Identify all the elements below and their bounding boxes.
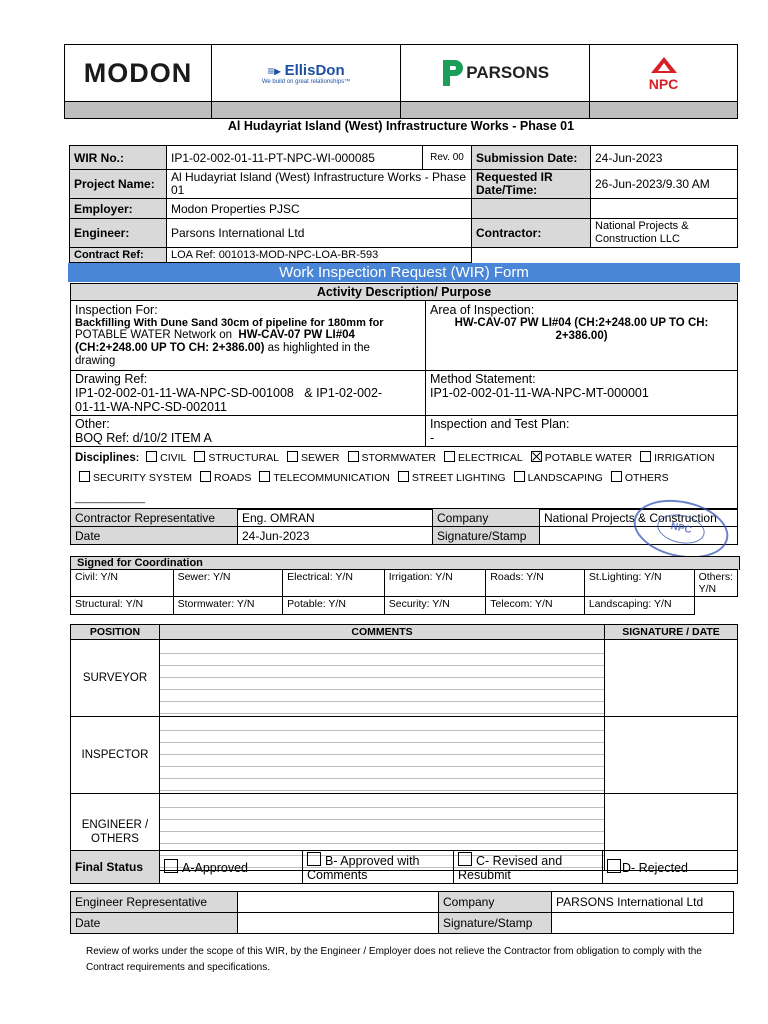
coord-row1-4: Roads: Y/N bbox=[486, 570, 585, 597]
discipline-r2-item-3[interactable] bbox=[398, 472, 506, 484]
footer-note: Review of works under the scope of this WIR, by the Engineer / Employer does not relieve the Contractor from obligation to comply with the Contract requirements and specifications. bbox=[86, 946, 702, 973]
ellisdon-name: EllisDon bbox=[284, 61, 345, 79]
modon-logo: MODON bbox=[83, 57, 193, 88]
method-cell bbox=[426, 371, 738, 416]
status-d-label: D- Rejected bbox=[622, 861, 688, 875]
discipline-r2-checkbox-4[interactable] bbox=[514, 471, 525, 482]
rev-value: Rev. 00 bbox=[423, 146, 472, 170]
inspection-for-line-3 bbox=[75, 342, 421, 355]
status-b-checkbox[interactable] bbox=[307, 852, 321, 866]
employer-blank-label bbox=[472, 199, 591, 219]
final-status-table bbox=[70, 850, 738, 884]
inspector-comments[interactable] bbox=[160, 717, 605, 794]
inspection-for-line-3b: as highlighted in the bbox=[267, 342, 370, 354]
inspector-signature[interactable] bbox=[605, 717, 738, 794]
status-b-label: B- Approved with Comments bbox=[307, 854, 420, 882]
drawing-value-1 bbox=[75, 386, 421, 400]
engineer-label: Engineer: bbox=[70, 219, 167, 248]
discipline-r1-item-2[interactable] bbox=[287, 452, 340, 464]
ellisdon-tagline: We build on great relationships™ bbox=[261, 78, 351, 85]
inspection-for-line-1: Backfilling With Dune Sand 30cm of pipeline for 180mm for bbox=[75, 317, 384, 329]
discipline-r1-checkbox-2[interactable] bbox=[287, 451, 298, 462]
employer-blank-value bbox=[591, 199, 738, 219]
itp-value: - bbox=[430, 431, 435, 445]
discipline-r2-item-4[interactable] bbox=[514, 472, 603, 484]
discipline-r1-label-0: CIVIL bbox=[160, 452, 187, 464]
disciplines-cell bbox=[71, 447, 738, 510]
discipline-r2-label-0: SECURITY SYSTEM bbox=[93, 472, 192, 484]
contractor-label: Contractor: bbox=[472, 219, 591, 248]
status-c-label: C- Revised and Resubmit bbox=[458, 854, 563, 882]
discipline-r1-checkbox-1[interactable] bbox=[194, 451, 205, 462]
ellisdon-logo bbox=[216, 62, 396, 79]
method-label: Method Statement: bbox=[430, 372, 536, 386]
contract-ref-label: Contract Ref: bbox=[70, 248, 167, 263]
other-label: Other: bbox=[75, 417, 110, 431]
ellisdon-logo-cell bbox=[212, 45, 401, 102]
project-value: Al Hudayriat Island (West) Infrastructure Works - Phase 01 bbox=[167, 170, 472, 199]
npc-name: NPC bbox=[648, 75, 679, 92]
status-a-checkbox[interactable] bbox=[164, 859, 178, 873]
discipline-r1-label-5: POTABLE WATER bbox=[544, 452, 633, 464]
disciplines-row-2 bbox=[75, 468, 733, 508]
contractor-company-value: National Projects & Construction bbox=[540, 509, 738, 527]
discipline-r1-item-6[interactable] bbox=[640, 452, 714, 464]
discipline-r1-checkbox-5[interactable] bbox=[531, 451, 542, 462]
logo-spacer-3 bbox=[401, 102, 590, 119]
parsons-mark-icon bbox=[441, 58, 463, 88]
inspection-for-line-4: drawing bbox=[75, 355, 116, 367]
inspector-row bbox=[71, 717, 738, 794]
discipline-r1-label-4: ELECTRICAL bbox=[458, 452, 523, 464]
area-label: Area of Inspection: bbox=[430, 303, 535, 317]
form-title: Work Inspection Request (WIR) Form bbox=[279, 264, 529, 281]
drawing-value-2: 01-11-WA-NPC-SD-002011 bbox=[75, 400, 227, 414]
itp-cell bbox=[426, 416, 738, 447]
contractor-rep-value: Eng. OMRAN bbox=[238, 509, 433, 527]
discipline-r2-item-1[interactable] bbox=[200, 472, 251, 484]
status-d[interactable] bbox=[603, 851, 738, 884]
logo-spacer-1 bbox=[65, 102, 212, 119]
form-title-bar bbox=[68, 263, 740, 282]
employer-label: Employer: bbox=[70, 199, 167, 219]
engineer-sig-label: Signature/Stamp bbox=[439, 913, 552, 934]
inspection-for-line-2 bbox=[75, 329, 421, 342]
discipline-r1-checkbox-3[interactable] bbox=[348, 451, 359, 462]
coord-row2-3: Security: Y/N bbox=[384, 597, 486, 615]
parsons-logo-cell bbox=[401, 45, 590, 102]
comments-header: COMMENTS bbox=[160, 625, 605, 640]
status-b[interactable] bbox=[303, 851, 454, 884]
contractor-rep-label: Contractor Representative bbox=[71, 509, 238, 527]
drawing-value-1a: IP1-02-002-01-11-WA-NPC-SD-001008 bbox=[75, 386, 294, 400]
contract-ref-value: LOA Ref: 001013-MOD-NPC-LOA-BR-593 bbox=[167, 248, 472, 263]
coord-row2-5: Landscaping: Y/N bbox=[584, 597, 694, 615]
engineer-rep-table bbox=[70, 891, 734, 934]
surveyor-row bbox=[71, 640, 738, 717]
engineer-others-label: ENGINEER / OTHERS bbox=[71, 794, 160, 871]
area-value-2: 2+386.00) bbox=[555, 330, 608, 342]
contractor-date-label: Date bbox=[71, 527, 238, 545]
discipline-r1-checkbox-6[interactable] bbox=[640, 451, 651, 462]
engineer-rep-label: Engineer Representative bbox=[71, 892, 238, 913]
discipline-r1-label-3: STORMWATER bbox=[361, 452, 436, 464]
coord-row2-0: Structural: Y/N bbox=[71, 597, 174, 615]
coord-row2-2: Potable: Y/N bbox=[283, 597, 385, 615]
inspection-for-label: Inspection For: bbox=[75, 303, 158, 317]
activity-header: Activity Description/ Purpose bbox=[71, 284, 738, 301]
modon-logo-cell bbox=[65, 45, 212, 102]
logo-spacer-2 bbox=[212, 102, 401, 119]
discipline-r2-checkbox-3[interactable] bbox=[398, 471, 409, 482]
inspection-for-cell bbox=[71, 301, 426, 371]
discipline-r1-checkbox-4[interactable] bbox=[444, 451, 455, 462]
requested-label: Requested IR Date/Time: bbox=[472, 170, 591, 199]
engineer-value: Parsons International Ltd bbox=[167, 219, 472, 248]
surveyor-signature[interactable] bbox=[605, 640, 738, 717]
parsons-name: PARSONS bbox=[466, 63, 550, 82]
area-cell bbox=[426, 301, 738, 371]
coord-row1-0: Civil: Y/N bbox=[71, 570, 174, 597]
coord-row1-3: Irrigation: Y/N bbox=[384, 570, 486, 597]
status-a[interactable] bbox=[160, 851, 303, 884]
engineer-date-value[interactable] bbox=[238, 913, 439, 934]
signature-header: SIGNATURE / DATE bbox=[605, 625, 738, 640]
submission-label: Submission Date: bbox=[472, 146, 591, 170]
status-d-checkbox[interactable] bbox=[607, 859, 621, 873]
discipline-r1-checkbox-0[interactable] bbox=[146, 451, 157, 462]
final-status-label: Final Status bbox=[71, 851, 160, 884]
discipline-r2-checkbox-2[interactable] bbox=[259, 471, 270, 482]
inspection-for-line-2b: HW-CAV-07 PW LI#04 bbox=[238, 329, 355, 341]
drawing-value-1b: & IP1-02-002- bbox=[304, 386, 383, 400]
discipline-r2-item-2[interactable] bbox=[259, 472, 389, 484]
other-cell bbox=[71, 416, 426, 447]
discipline-r1-label-1: STRUCTURAL bbox=[208, 452, 279, 464]
engineer-company-label: Company bbox=[439, 892, 552, 913]
status-c[interactable] bbox=[454, 851, 603, 884]
coord-row1-6: Others: Y/N bbox=[694, 570, 737, 597]
coordination-title: Signed for Coordination bbox=[70, 556, 740, 570]
discipline-r2-label-2: TELECOMMUNICATION bbox=[273, 472, 390, 484]
drawing-label: Drawing Ref: bbox=[75, 372, 148, 386]
engineer-date-label: Date bbox=[71, 913, 238, 934]
discipline-r1-item-5[interactable] bbox=[531, 452, 632, 464]
employer-value: Modon Properties PJSC bbox=[167, 199, 472, 219]
project-title: Al Hudayriat Island (West) Infrastructure Works - Phase 01 bbox=[227, 119, 575, 133]
stamp-logo: NPC bbox=[655, 510, 708, 547]
method-value: IP1-02-002-01-11-WA-NPC-MT-000001 bbox=[430, 386, 649, 400]
info-table bbox=[69, 145, 738, 263]
contractor-sig-label: Signature/Stamp bbox=[433, 527, 540, 545]
logo-spacer-4 bbox=[590, 102, 738, 119]
discipline-r2-label-1: ROADS bbox=[214, 472, 252, 484]
coordination-table bbox=[70, 569, 738, 615]
other-value: BOQ Ref: d/10/2 ITEM A bbox=[75, 431, 212, 445]
disciplines-label: Disciplines bbox=[75, 452, 136, 464]
engineer-rep-value[interactable] bbox=[238, 892, 439, 913]
wir-label: WIR No.: bbox=[70, 146, 167, 170]
engineer-company-value: PARSONS International Ltd bbox=[552, 892, 734, 913]
submission-value: 24-Jun-2023 bbox=[591, 146, 738, 170]
npc-logo-cell bbox=[590, 45, 738, 102]
project-label: Project Name: bbox=[70, 170, 167, 199]
discipline-r1-label-2: SEWER bbox=[301, 452, 340, 464]
coord-row1-1: Sewer: Y/N bbox=[173, 570, 283, 597]
npc-mark-icon bbox=[649, 56, 679, 74]
engineer-sig-value[interactable] bbox=[552, 913, 734, 934]
surveyor-label: SURVEYOR bbox=[71, 640, 160, 717]
inspection-for-line-2a: POTABLE WATER Network on bbox=[75, 329, 232, 341]
area-value-1: HW-CAV-07 PW LI#04 (CH:2+248.00 UP TO CH: bbox=[454, 317, 709, 329]
discipline-r2-label-5: OTHERS ____________ bbox=[75, 472, 669, 504]
logo-header bbox=[64, 44, 738, 119]
coord-row2-4: Telecom: Y/N bbox=[486, 597, 585, 615]
wir-value: IP1-02-002-01-11-PT-NPC-WI-000085 bbox=[167, 146, 423, 170]
requested-value: 26-Jun-2023/9.30 AM bbox=[591, 170, 738, 199]
drawing-cell bbox=[71, 371, 426, 416]
discipline-r1-label-6: IRRIGATION bbox=[654, 452, 715, 464]
coord-row1-5: St.Lighting: Y/N bbox=[584, 570, 694, 597]
status-c-checkbox[interactable] bbox=[458, 852, 472, 866]
discipline-r2-checkbox-5[interactable] bbox=[611, 471, 622, 482]
inspection-for-line-3a: (CH:2+248.00 UP TO CH: 2+386.00) bbox=[75, 342, 265, 354]
discipline-r2-label-4: LANDSCAPING bbox=[527, 472, 603, 484]
comments-table bbox=[70, 624, 738, 871]
coord-row2-blank bbox=[694, 597, 737, 615]
inspector-label: INSPECTOR bbox=[71, 717, 160, 794]
contractor-company-label: Company bbox=[433, 509, 540, 527]
disciplines-row-1: Disciplines: CIVIL STRUCTURAL SEWER STORMWATER ELECTRICAL POTABLE WATER IRRIGATION bbox=[75, 452, 715, 464]
coord-row2-1: Stormwater: Y/N bbox=[173, 597, 283, 615]
discipline-r2-item-0[interactable] bbox=[79, 472, 192, 484]
position-header: POSITION bbox=[71, 625, 160, 640]
discipline-r1-item-0[interactable] bbox=[146, 452, 186, 464]
contractor-date-value: 24-Jun-2023 bbox=[238, 527, 433, 545]
itp-label: Inspection and Test Plan: bbox=[430, 417, 570, 431]
activity-table bbox=[70, 283, 738, 510]
status-a-label: A-Approved bbox=[182, 861, 249, 875]
discipline-r2-label-3: STREET LIGHTING bbox=[411, 472, 506, 484]
contract-ref-blank bbox=[472, 248, 738, 263]
discipline-r1-item-3[interactable] bbox=[348, 452, 436, 464]
contractor-value: National Projects & Construction LLC bbox=[591, 219, 738, 248]
discipline-r2-checkbox-0[interactable] bbox=[79, 471, 90, 482]
ellisdon-mark-icon: ≡▸ bbox=[267, 63, 281, 78]
discipline-r1-item-4[interactable] bbox=[444, 452, 523, 464]
surveyor-comments[interactable] bbox=[160, 640, 605, 717]
discipline-r1-item-1[interactable] bbox=[194, 452, 279, 464]
coord-row1-2: Electrical: Y/N bbox=[283, 570, 385, 597]
discipline-r2-checkbox-1[interactable] bbox=[200, 471, 211, 482]
